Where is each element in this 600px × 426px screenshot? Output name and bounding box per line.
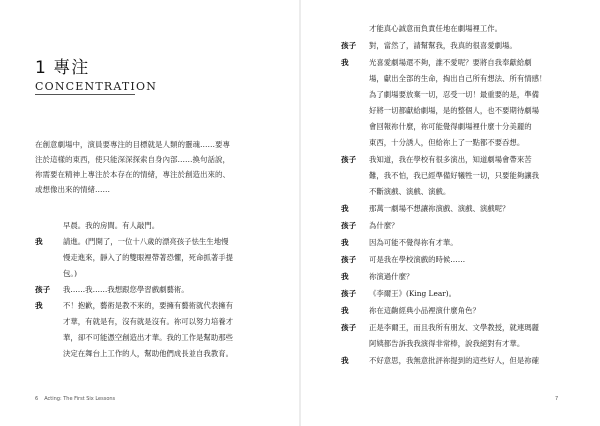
speaker-label: 我 bbox=[341, 306, 349, 315]
speaker-label: 孩子 bbox=[35, 285, 51, 294]
speaker-label: 孩子 bbox=[341, 41, 357, 50]
dialogue-line: 不好意思，我無意批評祢提到的這些好人，但是祢確 bbox=[369, 356, 539, 365]
dialogue-line: 阿姨都告訴我我演得非常棒，說我絕對有才華。 bbox=[369, 339, 525, 348]
epigraph-line: 祢需要在精神上專注於本存在的情緒，專注於創造出來的、 bbox=[35, 170, 230, 179]
speaker-label: 我 bbox=[35, 301, 43, 310]
dialogue-line: 華，卻不可能憑空創造出才華。我的工作是幫助那些 bbox=[63, 333, 233, 342]
speaker-label: 我 bbox=[35, 237, 43, 246]
dialogue-line: 不！抱歉，藝術是教不來的，要擁有藝術就代表擁有 bbox=[63, 301, 233, 310]
dialogue-line: 可是我在學校演戲的時候…… bbox=[369, 255, 466, 264]
dialogue-line: 為了劇場要放棄一切，忍受一切！最重要的是，準備 bbox=[369, 90, 539, 99]
dialogue-line: 東西，十分誘人，但給祢上了一點都不要吞想。 bbox=[369, 138, 525, 147]
dialogue-line: 那萬一劇場不想讓祢演戲、演戲、演戲呢？ bbox=[369, 204, 510, 213]
dialogue-line: 不斷演戲、演戲、演戲。 bbox=[369, 187, 451, 196]
dialogue-line: 我……我……我想跟您學習戲劇藝術。 bbox=[63, 285, 189, 294]
chapter-rule bbox=[35, 94, 135, 95]
dialogue-line: 才華，有就是有，沒有就是沒有。祢可以努力培養才 bbox=[63, 317, 233, 326]
dialogue-line: 決定在舞台上工作的人，幫助他們成長並自我教育。 bbox=[63, 349, 233, 358]
speaker-label: 孩子 bbox=[341, 255, 357, 264]
speaker-label: 孩子 bbox=[341, 221, 357, 230]
speaker-label: 孩子 bbox=[341, 155, 357, 164]
chapter-title: 1 專注 bbox=[35, 58, 90, 78]
speaker-label: 我 bbox=[341, 238, 349, 247]
dialogue-line: 正是李爾王，而且我所有朋友、文學教授，就連瑪麗 bbox=[369, 323, 539, 332]
dialogue-line: 才能真心誠意而負責任地在劇場裡工作。 bbox=[369, 24, 503, 33]
speaker-label: 我 bbox=[341, 58, 349, 67]
running-title: Acting: The First Six Lessons bbox=[44, 396, 116, 402]
speaker-label: 孩子 bbox=[341, 323, 357, 332]
dialogue-line: 包。) bbox=[63, 269, 77, 278]
left-page-footer bbox=[35, 396, 115, 402]
page-number: 6 bbox=[35, 396, 39, 402]
dialogue-line: 會回報祢什麼，祢可能覺得劇場裡什麼十分美麗的 bbox=[369, 122, 532, 131]
dialogue-line: 祢在這齣經典小品裡演什麼角色？ bbox=[369, 306, 480, 315]
speaker-label: 孩子 bbox=[341, 289, 357, 298]
dialogue-line: 祢演過什麼？ bbox=[369, 272, 414, 281]
dialogue-line: 難，我不怕，我已經準備好犧牲一切，只要能夠讓我 bbox=[369, 171, 539, 180]
dialogue-line: 光喜愛劇場還不夠，誰不愛呢？要將自我奉獻給劇 bbox=[369, 58, 532, 67]
dialogue-line: 場，獻出全部的生命，掏出自己所有想法、所有情感！ bbox=[369, 74, 547, 83]
dialogue-line: 早晨。我的房間。有人敲門。 bbox=[63, 221, 160, 230]
dialogue-line: 請進。(門開了，一位十八歲的漂亮孩子怯生生地慢 bbox=[63, 237, 229, 246]
epigraph-line: 注於這樣的東西，使只能深深探索自身內部……換句話說， bbox=[35, 155, 230, 164]
dialogue-line: 《李爾王》(King Lear)。 bbox=[369, 289, 457, 298]
speaker-label: 我 bbox=[341, 356, 349, 365]
dialogue-line: 我知道，我在學校有很多演出，知道劇場會帶來苦 bbox=[369, 155, 532, 164]
epigraph-line: 在創意劇場中，演員要專注的目標就是人類的靈魂……要專 bbox=[35, 140, 230, 149]
speaker-label: 我 bbox=[341, 272, 349, 281]
chapter-epigraph bbox=[35, 137, 267, 197]
chapter-subtitle: CONCENTRATION bbox=[35, 80, 158, 93]
dialogue-line: 慢走進來，靜入了的雙眼裡帶著恐懼，死命抓著手提 bbox=[63, 253, 233, 262]
right-page-number: 7 bbox=[555, 396, 559, 402]
dialogue-line: 因為可能不覺得祢有才華。 bbox=[369, 238, 458, 247]
dialogue-line: 對，當然了，請幫幫我，我真的很喜愛劇場。 bbox=[369, 41, 517, 50]
epigraph-line: 或想像出來的情緒…… bbox=[35, 185, 110, 194]
dialogue-line: 好將一切都獻給劇場，是的整個人，也不要期待劇場 bbox=[369, 106, 539, 115]
dialogue-line: 為什麼？ bbox=[369, 221, 399, 230]
speaker-label: 我 bbox=[341, 204, 349, 213]
